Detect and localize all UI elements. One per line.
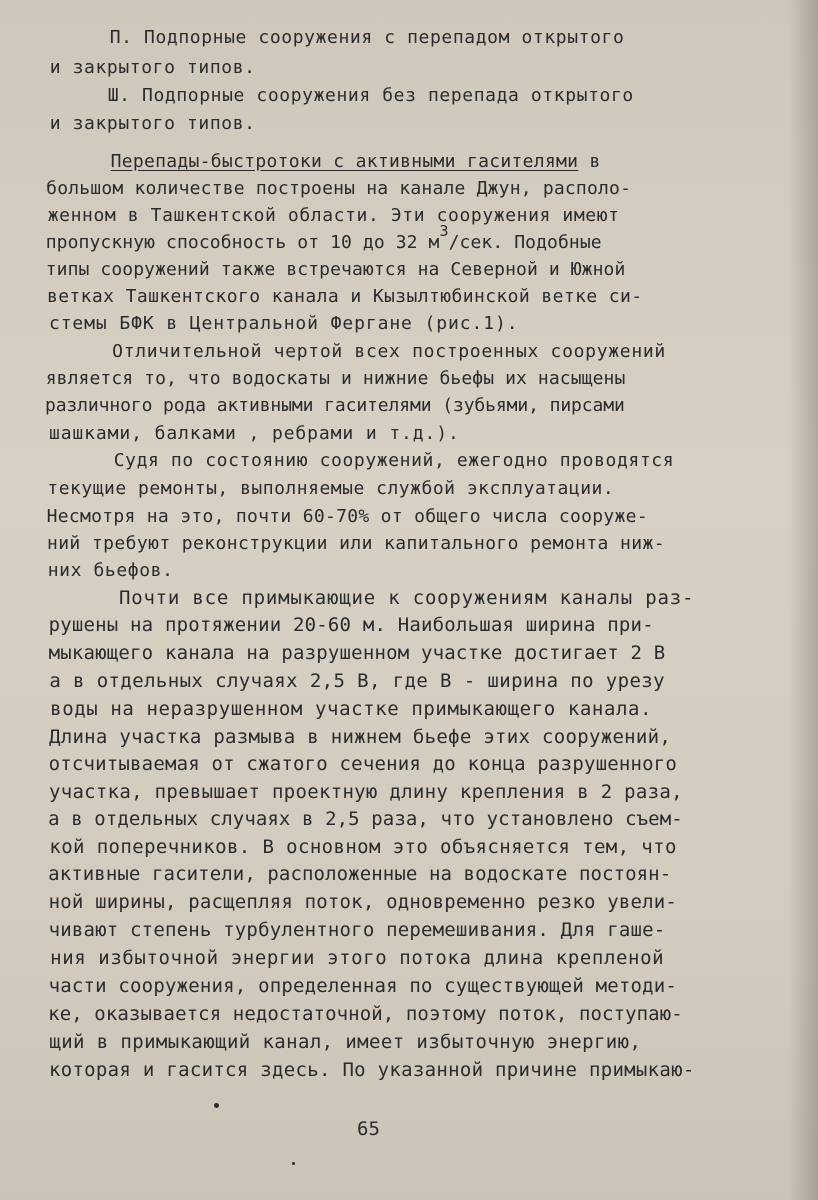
page-number: 65 — [357, 1118, 380, 1140]
text-line: активные гасители, расположенные на водоскате постоян- — [48, 863, 672, 885]
text-line: Длина участка размыва в нижнем бьефе этих сооружений, — [48, 726, 672, 748]
paper-speck — [292, 1162, 295, 1165]
text-line: участка, превышает проектную длину крепления в 2 раза, — [48, 781, 683, 803]
text-line: женном в Ташкентской области. Эти сооружения имеют — [47, 205, 620, 226]
text-line: различного рода активными гасителями (зубьями, пирсами — [44, 395, 625, 416]
text-line: Ш. Подпорные сооружения без перепада открытого — [107, 85, 634, 106]
text-line: а в отдельных случаях в 2,5 раза, что установлено съем- — [48, 808, 683, 830]
text-line: части сооружения, определенная по существующей методи- — [48, 975, 678, 997]
underlined-heading: Перепады-быстротоки с активными гасителями — [110, 151, 579, 172]
text-line: мыкающего канала на разрушенном участке достигает 2 В — [48, 642, 666, 664]
text-line: типы сооружений также встречаются на Северной и Южной — [45, 259, 626, 280]
text-line: которая и гасится здесь. По указанной причине примыкаю- — [48, 1059, 695, 1081]
text-line: рушены на протяжении 20-60 м. Наибольшая ширина при- — [48, 614, 654, 636]
text-line: и закрытого типов. — [49, 57, 256, 78]
text-line: текущие ремонты, выполняемые службой эксплуатации. — [47, 478, 615, 499]
text-line: чивают степень турбулентного перемешивания. Для гаше- — [48, 919, 666, 941]
text-line: ний требуют реконструкции или капитального ремонта ниж- — [46, 533, 665, 554]
text-line: щий в примыкающий канал, имеет избыточную энергию, — [49, 1031, 642, 1053]
text-line: ния избыточной энергии этого потока длина крепленой — [50, 947, 665, 969]
text-line: ке, оказывается недостаточной, поэтому поток, поступаю- — [48, 1003, 683, 1025]
text-line: П. Подпорные сооружения с перепадом открытого — [109, 27, 625, 48]
text-line: воды на неразрушенном участке примыкающего канала. — [50, 698, 653, 720]
text-line: Судя по состоянию сооружений, ежегодно проводятся — [113, 450, 675, 471]
text-line: отсчитываемая от сжатого сечения до конца разрушенного — [48, 753, 678, 775]
text-line: и закрытого типов. — [49, 113, 256, 134]
text-line: Перепады-быстротоки с активными гасителями в — [110, 151, 601, 172]
text-line: а в отдельных случаях 2,5 В, где В - ширина по урезу — [49, 670, 665, 692]
text-line: пропускную способность от 10 до 32 $м^3$/сек. Подобные — [45, 222, 602, 253]
text-line: ветках Ташкентского канала и Кызылтюбинской ветке си- — [46, 286, 643, 307]
text-line: является то, что водоскаты и нижние бьефы их насыщены — [45, 368, 626, 389]
text-line: них бьефов. — [47, 560, 174, 581]
text-line: Отличительной чертой всех построенных сооружений — [112, 341, 666, 362]
superscript: 3 — [439, 222, 449, 240]
text-line: ной ширины, расщепляя поток, одновременно резко увели- — [48, 891, 678, 913]
text-line: Почти все примыкающие к сооружениям каналы раз- — [118, 587, 695, 609]
text-line: большом количестве построены на канале Джун, располо- — [46, 178, 632, 199]
text-line: стемы БФК в Центральной Фергане (рис.1). — [48, 313, 519, 334]
text-line: кой поперечников. В основном это объясняется тем, что — [49, 836, 677, 858]
paper-speck — [214, 1103, 219, 1108]
text-line: Несмотря на это, почти 60-70% от общего числа сооруже- — [46, 506, 648, 527]
text-line: шашками, балками , ребрами и т.д.). — [48, 423, 460, 444]
